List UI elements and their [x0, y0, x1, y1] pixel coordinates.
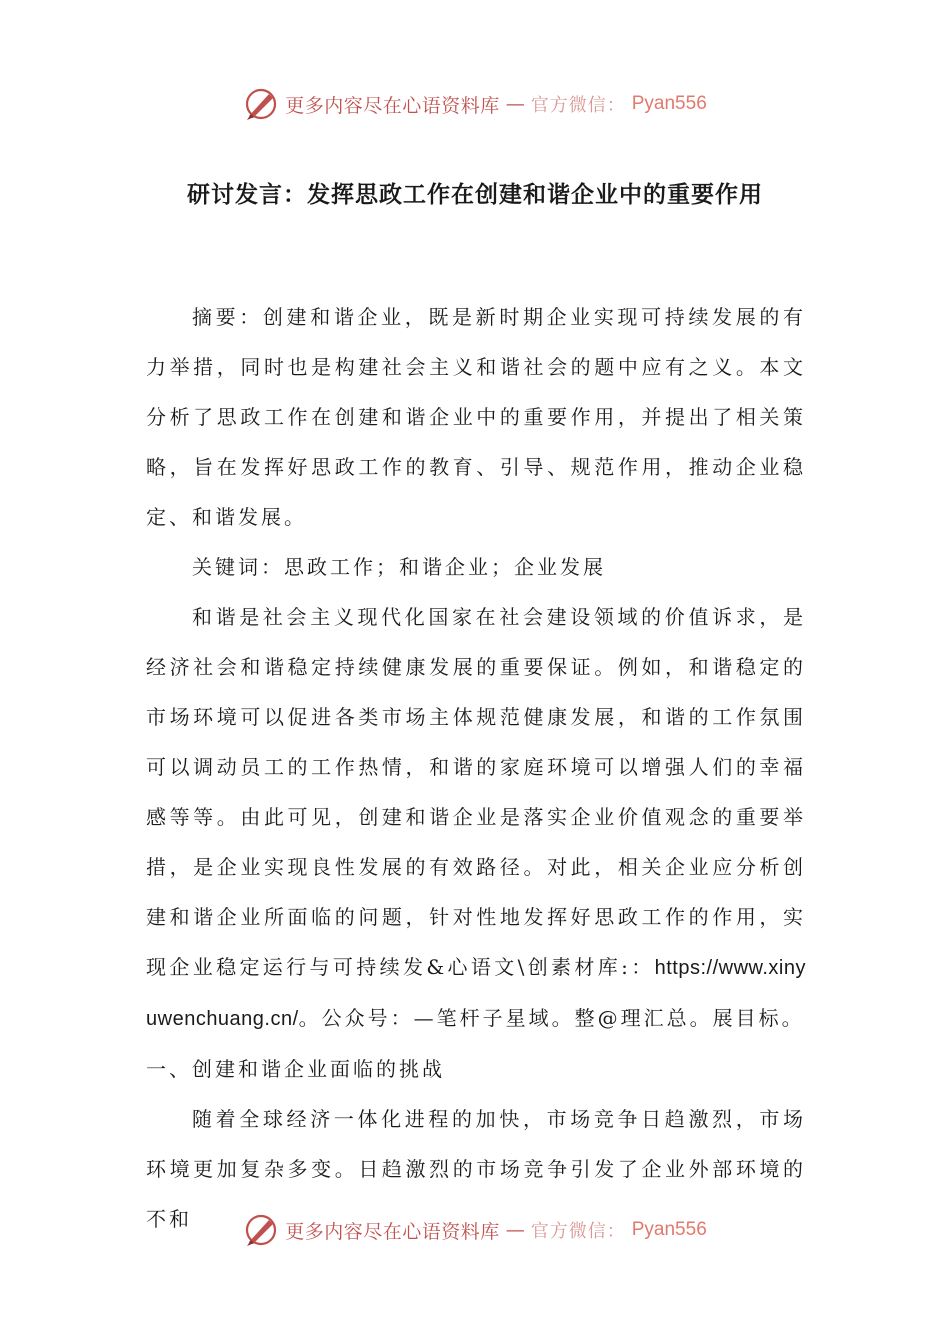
header-watermark [0, 82, 950, 126]
footer-watermark [0, 1208, 950, 1252]
watermark-sub-text: 官方微信： [530, 1221, 626, 1242]
intro-tail-text: 。公众号：—笔杆子星域。整@理汇总。展目标。 [298, 1006, 805, 1030]
watermark-separator: — [505, 1219, 525, 1241]
watermark-main-text: 更多内容尽在心语资料库 [285, 1220, 500, 1243]
watermark-wechat-id: Pyan556 [631, 1219, 707, 1240]
watermark-sub-text: 官方微信： [530, 95, 626, 116]
pen-logo-icon [243, 86, 279, 122]
watermark-main-text: 更多内容尽在心语资料库 [285, 94, 500, 117]
pen-logo-icon [243, 1212, 279, 1248]
abstract-paragraph: 摘要：创建和谐企业，既是新时期企业实现可持续发展的有力举措，同时也是构建社会主义和谐社会的题中应有之义。本文分析了思政工作在创建和谐企业中的重要作用，并提出了相关策略，旨在发挥好思政工作的教育、引导、规范作用，推动企业稳定、和谐发展。 [146, 305, 806, 529]
watermark-separator: — [505, 93, 525, 115]
watermark-wechat-id: Pyan556 [631, 93, 707, 114]
intro-paragraph [146, 592, 806, 1044]
section-heading: 一、创建和谐企业面临的挑战 [146, 1057, 445, 1081]
source-url-link[interactable]: https://www.xinyuwenchuang.cn/ [146, 957, 806, 1030]
keywords-paragraph: 关键词：思政工作；和谐企业；企业发展 [192, 555, 606, 579]
section-paragraph: 随着全球经济一体化进程的加快，市场竞争日趋激烈，市场环境更加复杂多变。日趋激烈的市场竞争引发了企业外部环境的不和 [146, 1107, 806, 1231]
intro-text: 和谐是社会主义现代化国家在社会建设领域的价值诉求，是经济社会和谐稳定持续健康发展的重要保证。例如，和谐稳定的市场环境可以促进各类市场主体规范健康发展，和谐的工作氛围可以调动员工的工作热情，和谐的家庭环境可以增强人们的幸福感等等。由此可见，创建和谐企业是落实企业价值观念的重要举措，是企业实现良性发展的有效路径。对此，相关企业应分析创建和谐企业所面临的问题，针对性地发挥好思政工作的作用，实现企业稳定运行与可持续发&心语文\创素材库:： [146, 605, 806, 979]
document-title: 研讨发言：发挥思政工作在创建和谐企业中的重要作用 [187, 182, 763, 208]
document-body [146, 292, 806, 1244]
